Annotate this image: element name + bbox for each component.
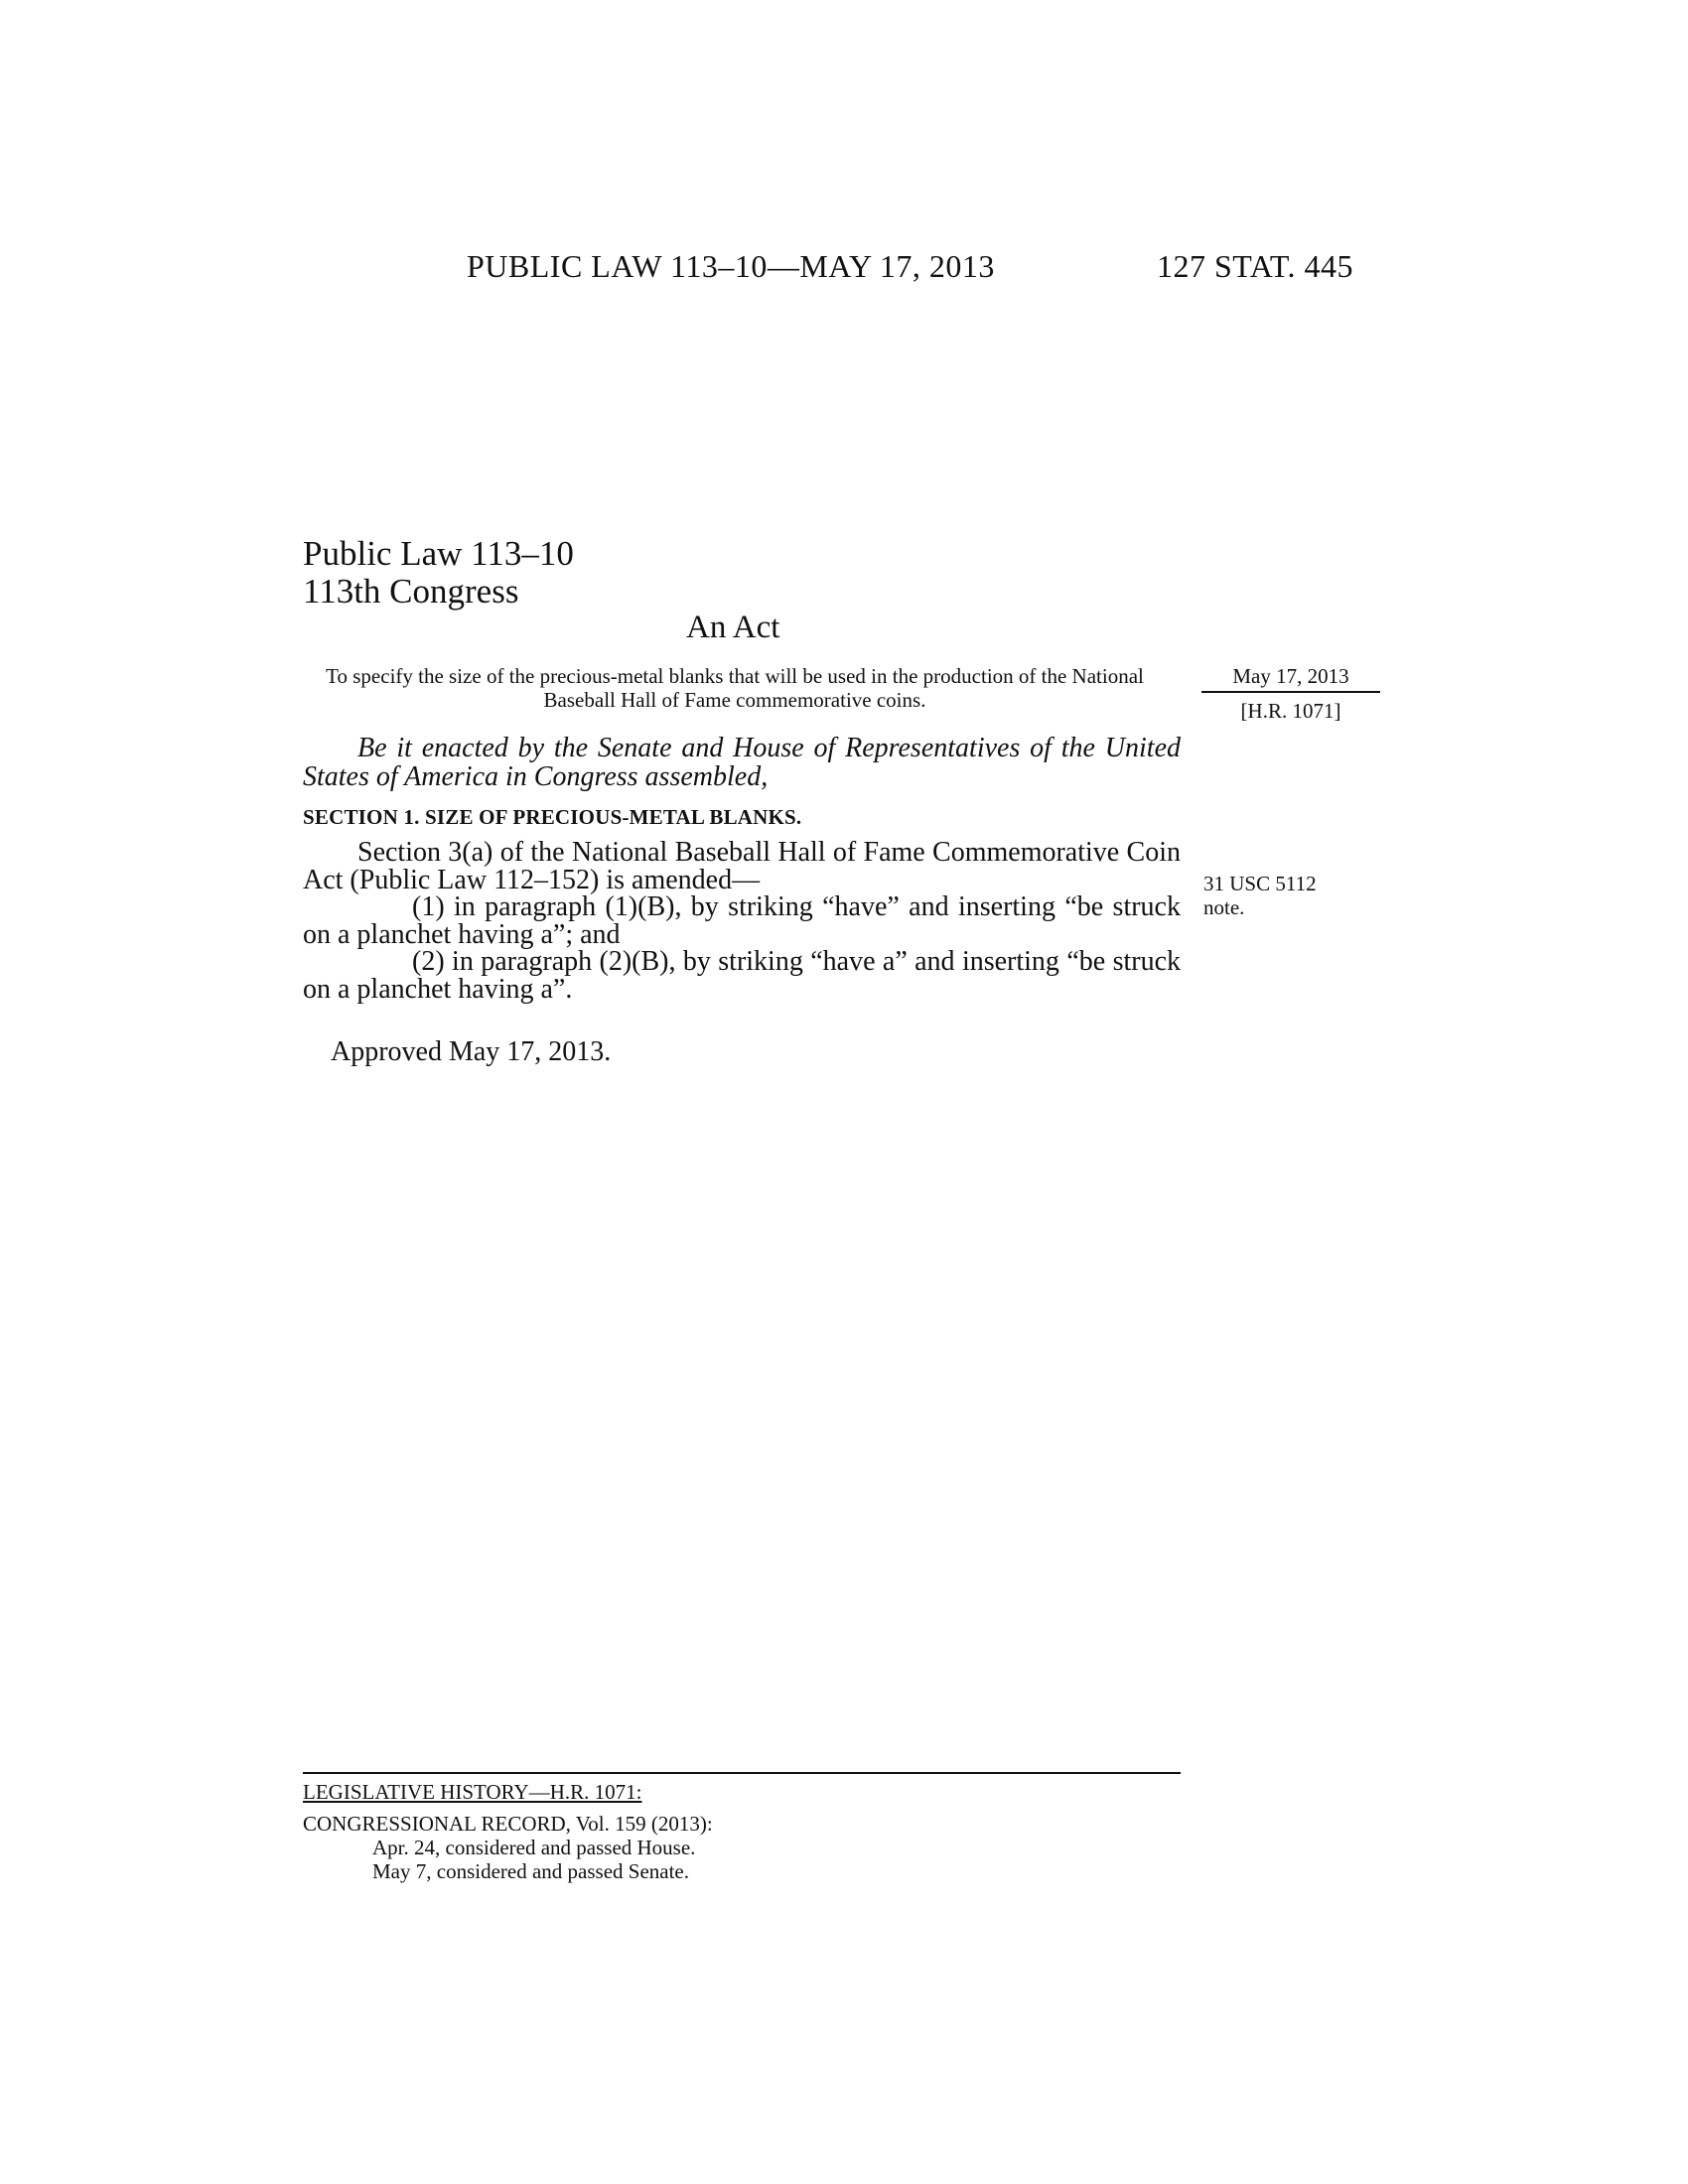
footer-divider: [303, 1772, 1181, 1774]
usc-side-note: [1203, 872, 1317, 919]
section-heading: SECTION 1. SIZE OF PRECIOUS-METAL BLANKS.: [303, 805, 802, 829]
paragraph-2: (2) in paragraph (2)(B), by striking “have a” and inserting “be struck on a planchet having a”.: [303, 946, 1181, 1005]
statute-page-number: 127 STAT. 445: [1157, 248, 1354, 284]
public-law-number: Public Law 113–10: [303, 534, 574, 573]
act-heading: An Act: [686, 610, 780, 645]
congressional-record: CONGRESSIONAL RECORD, Vol. 159 (2013):: [303, 1812, 713, 1836]
usc-citation: 31 USC 5112: [1203, 872, 1317, 895]
margin-date-block: [1201, 664, 1380, 723]
usc-note-label: note.: [1203, 895, 1245, 919]
legislative-history-title: LEGISLATIVE HISTORY—H.R. 1071:: [303, 1780, 642, 1804]
act-purpose: To specify the size of the precious-metal blanks that will be used in the production of the National Baseball Hall of Fame commemorative coins.: [326, 664, 1144, 712]
history-entry-house: Apr. 24, considered and passed House.: [372, 1836, 696, 1859]
law-designation: [303, 535, 574, 611]
section-intro: Section 3(a) of the National Baseball Hall of Fame Commemorative Coin Act (Public Law 112–152) is amended—: [303, 837, 1181, 895]
bill-number: [H.R. 1071]: [1240, 699, 1341, 723]
running-head-title: PUBLIC LAW 113–10—MAY 17, 2013: [467, 248, 995, 284]
enactment-date: May 17, 2013: [1201, 664, 1380, 693]
congress-number: 113th Congress: [303, 572, 519, 611]
enacting-clause: Be it enacted by the Senate and House of Representatives of the United States of America in Congress assembled,: [303, 733, 1181, 792]
approval-line: Approved May 17, 2013.: [331, 1036, 612, 1067]
section-body: [303, 839, 1181, 1003]
paragraph-1: (1) in paragraph (1)(B), by striking “have” and inserting “be struck on a planchet having a”; and: [303, 891, 1181, 950]
legislative-history: [303, 1780, 713, 1883]
history-entry-senate: May 7, considered and passed Senate.: [372, 1859, 689, 1883]
